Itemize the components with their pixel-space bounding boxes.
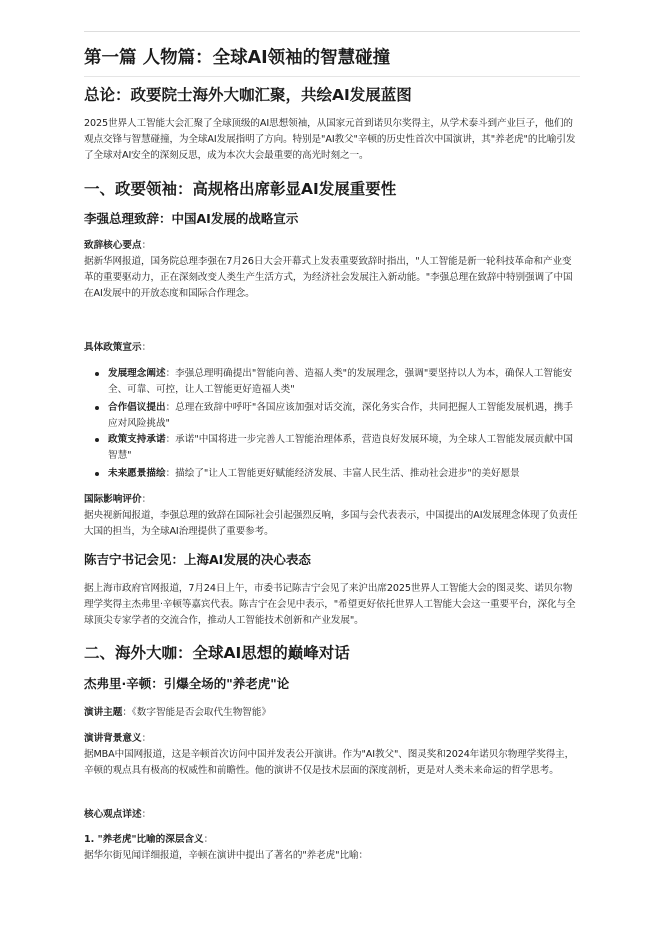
li-speech-heading: 李强总理致辞：中国AI发展的战略宣示: [84, 211, 299, 226]
section1-heading: 一、政要领袖：高规格出席彰显AI发展重要性: [84, 180, 397, 198]
section2-heading: 二、海外大咖：全球AI思想的巅峰对话: [84, 644, 350, 662]
impact-paragraph: 据央视新闻报道，李强总理的致辞在国际社会引起强烈反响，多国与会代表表示，中国提出的AI发展理念体现了负责任大国的担当，为全球AI治理提供了重要参考。: [84, 510, 578, 537]
list-item: 合作倡议提出：总理在致辞中呼吁"各国应该加强对话交流，深化务实合作，共同把握人工智能发展机遇，携手应对风险挑战": [108, 400, 580, 432]
title-divider: [84, 76, 580, 77]
overview-heading: 总论：政要院士海外大咖汇聚，共绘AI发展蓝图: [84, 86, 412, 104]
list-item: 发展理念阐述：李强总理明确提出"智能向善、造福人类"的发展理念，强调"要坚持以人为本，确保人工智能安全、可靠、可控，让人工智能更好造福人类": [108, 366, 580, 398]
bullet-dot: [95, 406, 99, 410]
point1-label: 1. "养老虎"比喻的深层含义：: [84, 834, 214, 845]
hinton-heading: 杰弗里·辛顿：引爆全场的"养老虎"论: [84, 676, 290, 691]
core-views-label: 核心观点详述：: [84, 809, 152, 820]
point1-paragraph: 据华尔街见闻详细报道，辛顿在演讲中提出了著名的"养老虎"比喻：: [84, 850, 368, 861]
bullet-dot: [95, 372, 99, 376]
page-title: 第一篇 人物篇：全球AI领袖的智慧碰撞: [84, 48, 391, 68]
bullet-dot: [95, 438, 99, 442]
background-paragraph: 据MBA中国网报道，这是辛顿首次访问中国并发表公开演讲。作为"AI教父"、图灵奖和2024年诺贝尔物理学奖得主，辛顿的观点具有极高的权威性和前瞻性。他的演讲不仅是技术层面的深度剖析，更是对人类未来命运的哲学思考。: [84, 749, 575, 776]
topic-line: 演讲主题：《数字智能是否会取代生物智能》: [84, 707, 272, 718]
background-label: 演讲背景意义：: [84, 733, 152, 744]
impact-label: 国际影响评价：: [84, 494, 152, 505]
li-core-label: 致辞核心要点：: [84, 240, 152, 251]
top-divider: [84, 31, 580, 32]
bullet-dot: [95, 472, 99, 476]
li-core-paragraph: 据新华网报道，国务院总理李强在7月26日大会开幕式上发表重要致辞时指出，"人工智能是新一轮科技革命和产业变革的重要驱动力，正在深刻改变人类生产生活方式，为经济社会发展注入新动能。"李强总理在致辞中特别强调了中国在AI发展中的开放态度和国际合作理念。: [84, 256, 573, 299]
policy-label: 具体政策宣示：: [84, 342, 152, 353]
list-item: 未来愿景描绘：描绘了"让人工智能更好赋能经济发展、丰富人民生活、推动社会进步"的美好愿景: [108, 466, 580, 482]
overview-paragraph: 2025世界人工智能大会汇聚了全球顶级的AI思想领袖，从国家元首到诺贝尔奖得主，从学术泰斗到产业巨子，他们的观点交锋与智慧碰撞，为全球AI发展指明了方向。特别是"AI教父"辛顿的历史性首次中国演讲，其"养老虎"的比喻引发了全球对AI安全的深刻反思，成为本次大会最重要的高光时刻之一。: [84, 118, 576, 161]
chen-paragraph: 据上海市政府官网报道，7月24日上午，市委书记陈吉宁会见了来沪出席2025世界人工智能大会的图灵奖、诺贝尔物理学奖得主杰弗里·辛顿等嘉宾代表。陈吉宁在会见中表示，"希望更好依托世界人工智能大会这一重要平台，深化与全球顶尖专家学者的交流合作，推动人工智能技术创新和产业发展"。: [84, 583, 576, 626]
chen-meeting-heading: 陈吉宁书记会见：上海AI发展的决心表态: [84, 552, 311, 567]
list-item: 政策支持承诺：承诺"中国将进一步完善人工智能治理体系，营造良好发展环境，为全球人工智能发展贡献中国智慧": [108, 432, 580, 464]
